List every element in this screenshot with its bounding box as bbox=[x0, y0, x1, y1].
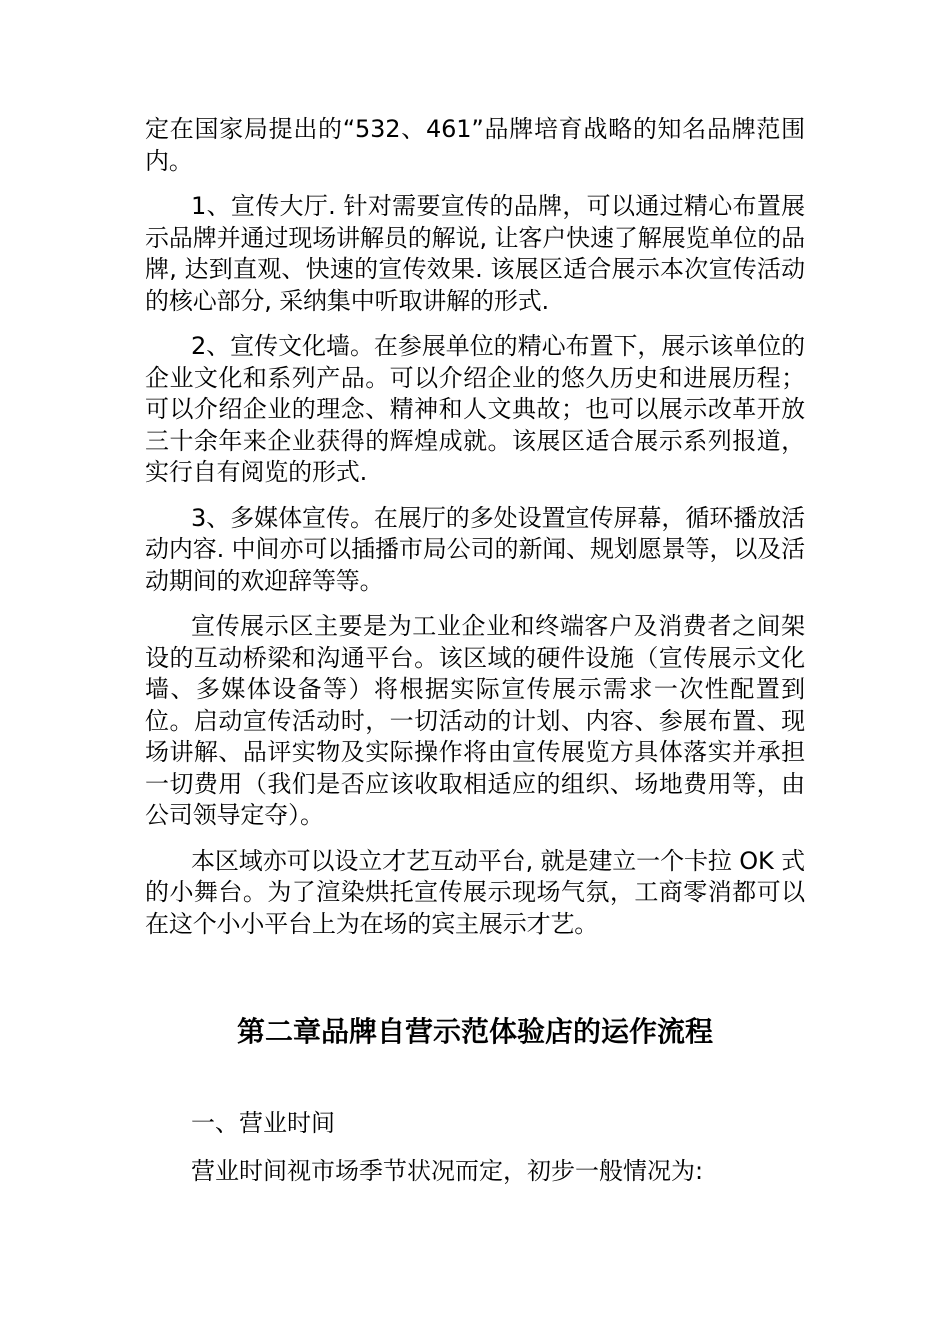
paragraph-talent-stage: 本区域亦可以设立才艺互动平台, 就是建立一个卡拉 OK 式的小舞台。为了渲染烘托宣传展示现场气氛，工商零消都可以在这个小小平台上为在场的宾主展示才艺。 bbox=[145, 846, 805, 938]
section-heading: 一、营业时间 bbox=[191, 1109, 335, 1137]
paragraph-promo-hall: 1、宣传大厅. 针对需要宣传的品牌，可以通过精心布置展示品牌并通过现场讲解员的解说, 让客户快速了解展览单位的品牌, 达到直观、快速的宣传效果. 该展区适合展示本次宣传活动的核心部分, 采纳集中听取讲解的形式. bbox=[145, 192, 805, 315]
paragraph-brand-range: 定在国家局提出的“532、461”品牌培育战略的知名品牌范围内。 bbox=[145, 115, 805, 175]
paragraph-multimedia: 3、多媒体宣传。在展厅的多处设置宣传屏幕，循环播放活动内容. 中间亦可以插播市局公司的新闻、规划愿景等，以及活动期间的欢迎辞等等。 bbox=[145, 503, 805, 595]
paragraph-display-area: 宣传展示区主要是为工业企业和终端客户及消费者之间架设的互动桥梁和沟通平台。该区域的硬件设施（宣传展示文化墙、多媒体设备等）将根据实际宣传展示需求一次性配置到位。启动宣传活动时，一切活动的计划、内容、参展布置、现场讲解、品评实物及实际操作将由宣传展览方具体落实并承担一切费用（我们是否应该收取相适应的组织、场地费用等，由公司领导定夺）。 bbox=[145, 612, 805, 829]
paragraph-culture-wall: 2、宣传文化墙。在参展单位的精心布置下，展示该单位的企业文化和系列产品。可以介绍企业的悠久历史和进展历程；可以介绍企业的理念、精神和人文典故；也可以展示改革开放三十余年来企业获得的辉煌成就。该展区适合展示系列报道，实行自有阅览的形式. bbox=[145, 332, 805, 486]
chapter-title: 第二章品牌自营示范体验店的运作流程 bbox=[236, 1015, 713, 1048]
section-text: 营业时间视市场季节状况而定，初步一般情况为: bbox=[191, 1157, 704, 1185]
document-page bbox=[145, 114, 805, 1185]
